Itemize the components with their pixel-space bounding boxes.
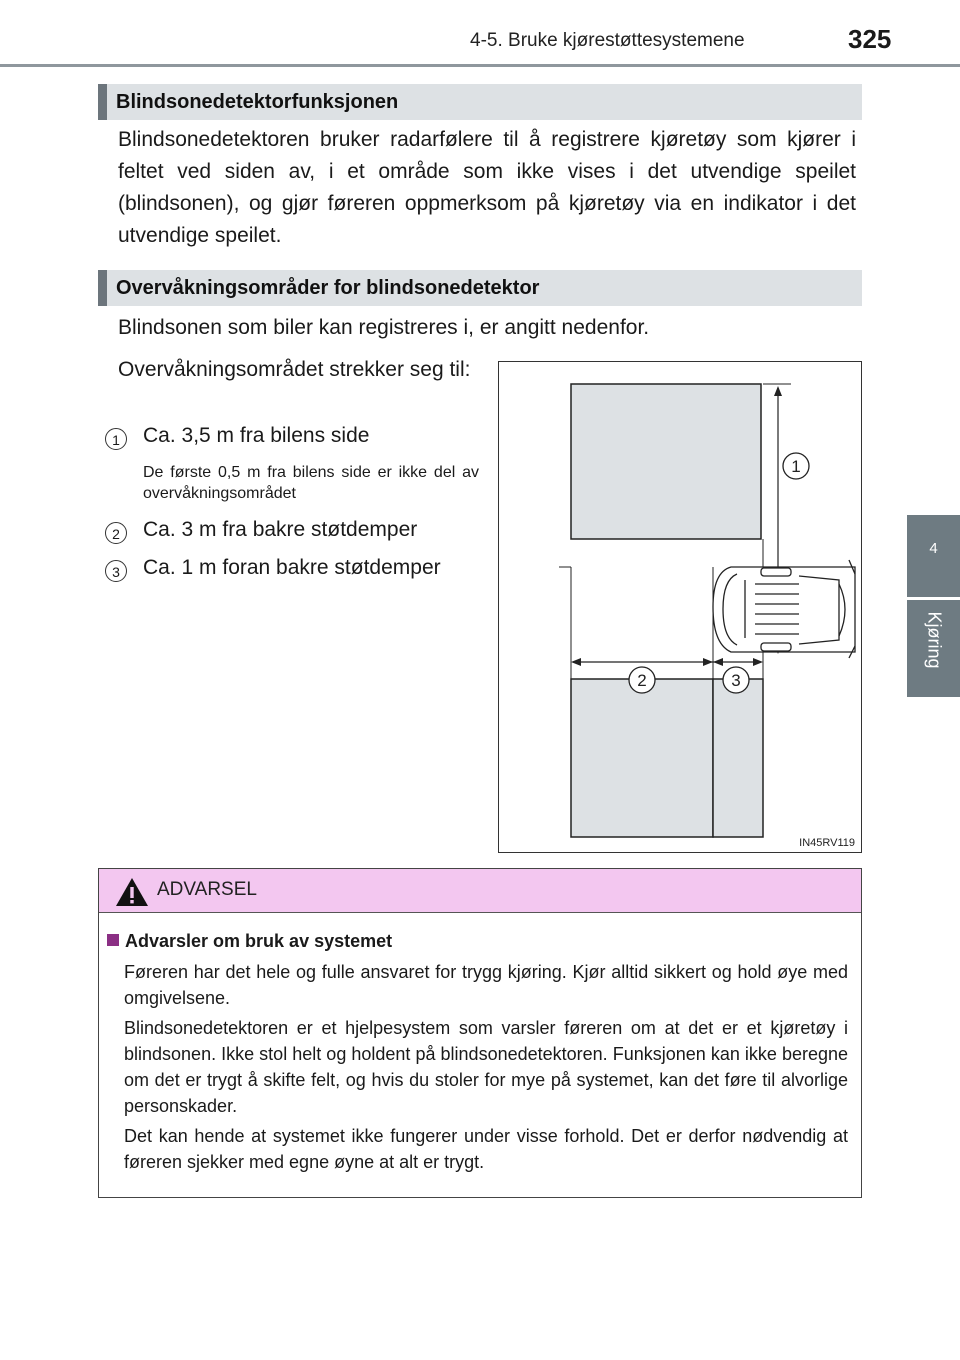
range-intro: Overvåkningsområdet strekker seg til: (118, 358, 471, 381)
figure-code: IN45RV119 (799, 837, 855, 849)
warning-subheading (107, 931, 392, 952)
warning-paragraph: Føreren har det hele og fulle ansvaret for trygg kjøring. Kjør alltid sikkert og hold øye med omgivelsene. (124, 962, 848, 1008)
diagram-svg (499, 362, 863, 854)
chapter-label: Kjøring (924, 611, 945, 669)
callout-label-2: 2 (637, 671, 647, 690)
car-top-view (713, 560, 855, 658)
warning-triangle-icon (115, 877, 149, 907)
section-heading-text: Blindsonedetektorfunksjonen (116, 91, 399, 113)
arrowhead (753, 658, 763, 666)
header-section-title: 4-5. Bruke kjørestøttesystemene (470, 30, 745, 51)
warning-subheading-text: Advarsler om bruk av systemet (125, 931, 393, 951)
number-badge: 1 (105, 428, 127, 450)
warning-paragraph: Blindsonedetektoren er et hjelpesystem som varsler føreren om at det er et kjøretøy i blindsonen. Ikke stol helt og holdent på blindsonedetektoren. Funksjonen kan ikke beregne om det er trygt å skifte felt, og hvis du stoler for mye på systemet, kan det føre til alvorlige personskader. (124, 1018, 848, 1116)
warning-title: ADVARSEL (157, 879, 257, 900)
warning-header (99, 869, 861, 913)
chapter-number: 4 (929, 540, 938, 557)
arrowhead (571, 658, 581, 666)
section-heading-text: Overvåkningsområder for blindsonedetektor (116, 277, 540, 299)
arrowhead (703, 658, 713, 666)
function-paragraph: Blindsonedetektoren bruker radarfølere til å registrere kjøretøy som kjører i feltet ved siden av, i et område som ikke vises i det utvendige speilet (blindsonen), og gjør føreren oppmerksom på kjøretøy via en indikator i det utvendige speilet. (118, 128, 856, 247)
list-item-text: Ca. 1 m foran bakre støtdemper (143, 556, 441, 579)
callout-label-3: 3 (731, 671, 741, 690)
warning-box (98, 868, 862, 1198)
side-zone (571, 384, 761, 539)
arrowhead (774, 386, 782, 396)
page-number: 325 (848, 24, 892, 54)
list-item-note: De første 0,5 m fra bilens side er ikke del av overvåkningsområdet (143, 464, 479, 502)
section-heading-function (98, 84, 862, 120)
front-of-bumper-zone (713, 679, 763, 837)
list-item-text: Ca. 3 m fra bakre støtdemper (143, 518, 418, 541)
section-heading-monitoring-areas (98, 270, 862, 306)
monitoring-area-diagram (498, 361, 862, 853)
rear-zone (571, 679, 713, 837)
warning-paragraph: Det kan hende at systemet ikke fungerer under visse forhold. Det er derfor nødvendig at føreren sjekker med egne øyne at alt er trygt. (124, 1126, 848, 1172)
arrowhead (713, 658, 723, 666)
list-item-text: Ca. 3,5 m fra bilens side (143, 424, 370, 447)
number-badge: 2 (105, 522, 127, 544)
header-divider (0, 64, 960, 67)
callout-label-1: 1 (791, 457, 801, 476)
monitoring-intro: Blindsonen som biler kan registreres i, er angitt nedenfor. (118, 316, 650, 339)
number-badge: 3 (105, 560, 127, 582)
bullet-square-icon (107, 934, 119, 946)
